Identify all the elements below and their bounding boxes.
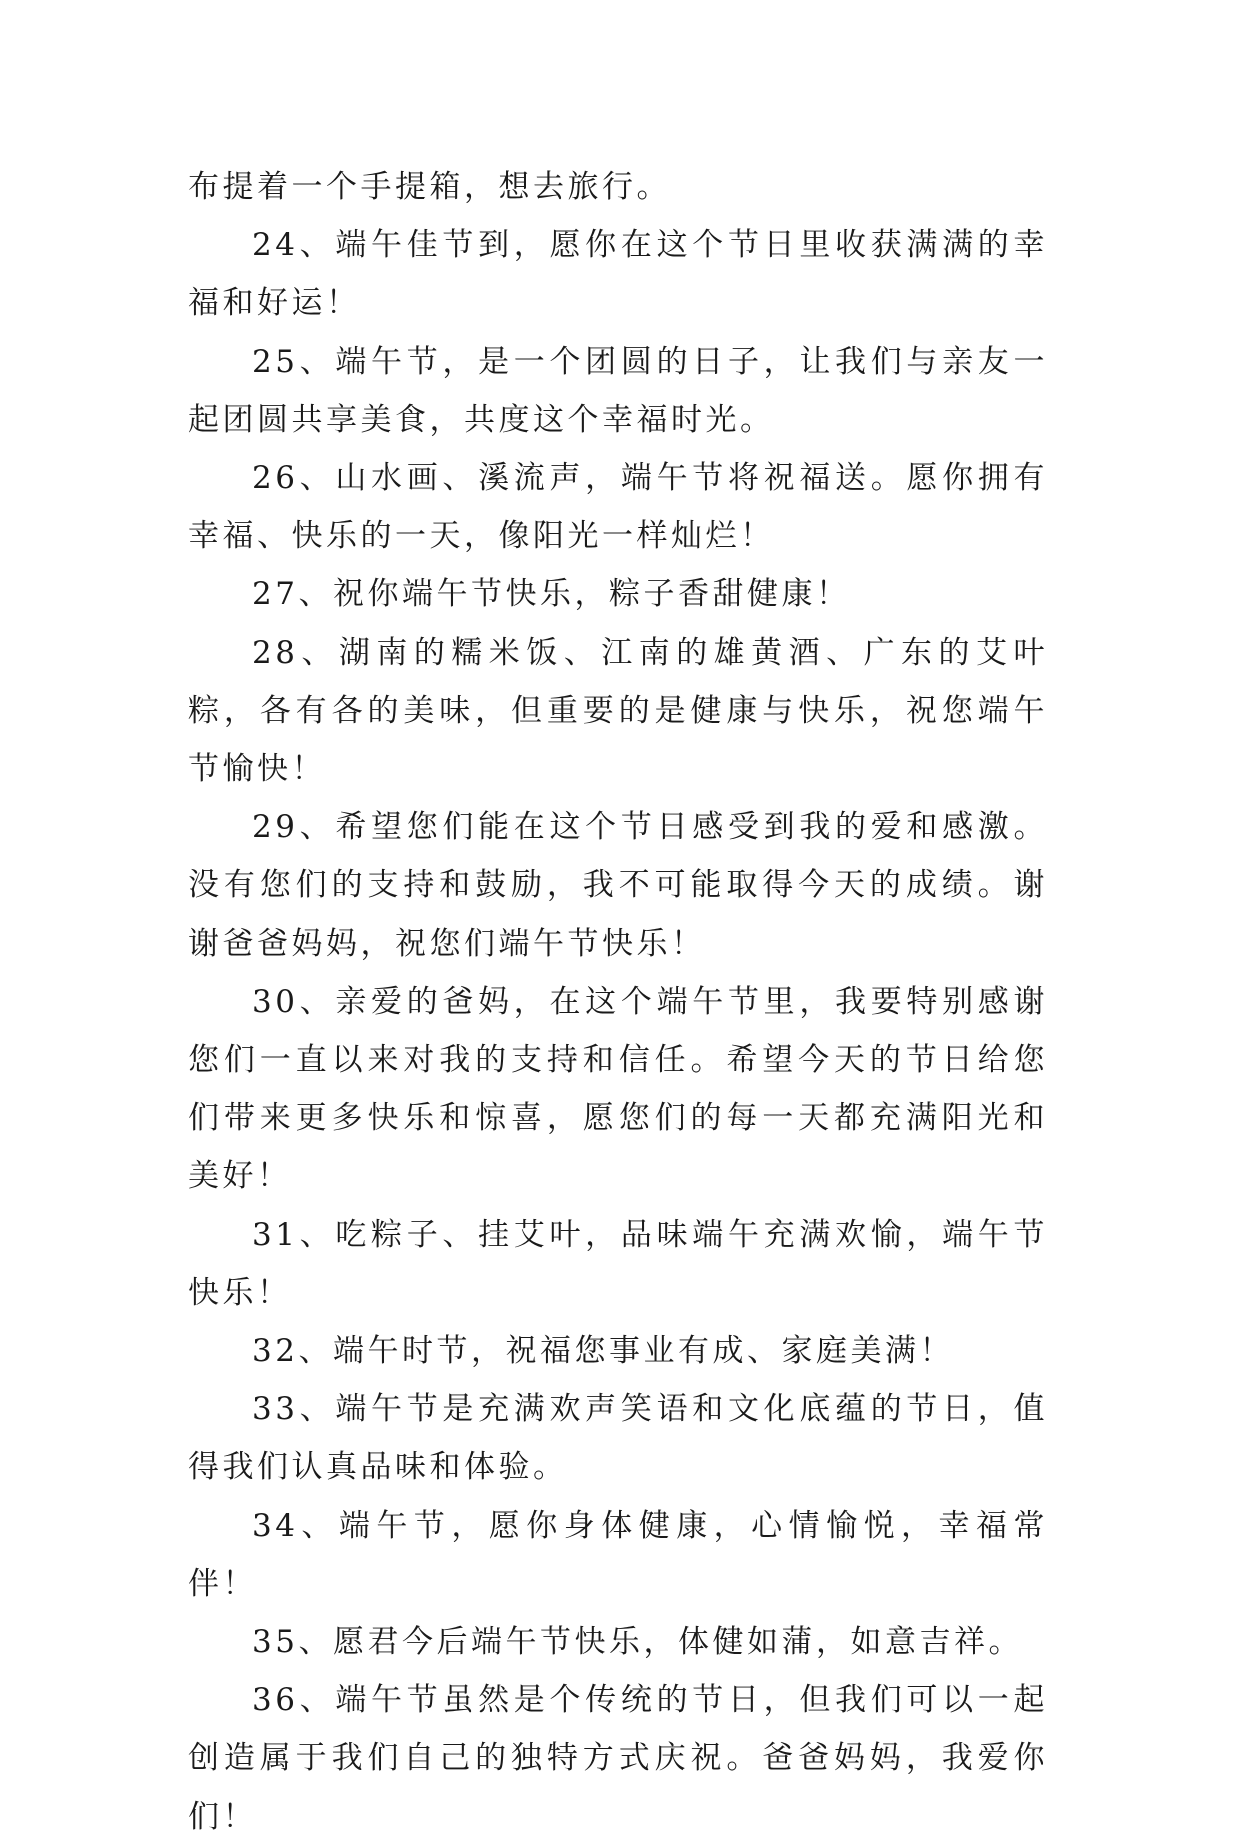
paragraph-36: 36、端午节虽然是个传统的节日，但我们可以一起创造属于我们自己的独特方式庆祝。爸爸妈妈，我爱你们！ bbox=[188, 1682, 1048, 1835]
paragraph-31: 31、吃粽子、挂艾叶，品味端午充满欢愉，端午节快乐！ bbox=[188, 1216, 1048, 1311]
paragraph-30: 30、亲爱的爸妈，在这个端午节里，我要特别感谢您们一直以来对我的支持和信任。希望今天的节日给您们带来更多快乐和惊喜，愿您们的每一天都充满阳光和美好！ bbox=[188, 983, 1048, 1195]
paragraph-35: 35、愿君今后端午节快乐，体健如蒲，如意吉祥。 bbox=[252, 1624, 1023, 1661]
paragraph-26: 26、山水画、溪流声，端午节将祝福送。愿你拥有幸福、快乐的一天，像阳光一样灿烂！ bbox=[188, 460, 1048, 555]
document-body bbox=[188, 158, 1048, 1846]
paragraph-continuation: 布提着一个手提箱，想去旅行。 bbox=[188, 169, 671, 205]
paragraph-25: 25、端午节，是一个团圆的日子，让我们与亲友一起团圆共享美食，共度这个幸福时光。 bbox=[188, 343, 1048, 438]
paragraph-29: 29、希望您们能在这个节日感受到我的爱和感激。没有您们的支持和鼓励，我不可能取得今天的成绩。谢谢爸爸妈妈，祝您们端午节快乐！ bbox=[188, 809, 1048, 962]
paragraph-34: 34、端午节，愿你身体健康，心情愉悦，幸福常伴！ bbox=[188, 1507, 1048, 1602]
paragraph-32: 32、端午时节，祝福您事业有成、家庭美满！ bbox=[252, 1333, 954, 1370]
paragraph-24: 24、端午佳节到，愿你在这个节日里收获满满的幸福和好运！ bbox=[188, 227, 1048, 322]
paragraph-27: 27、祝你端午节快乐，粽子香甜健康！ bbox=[252, 576, 851, 613]
paragraph-33: 33、端午节是充满欢声笑语和文化底蕴的节日，值得我们认真品味和体验。 bbox=[188, 1391, 1048, 1486]
paragraph-28: 28、湖南的糯米饭、江南的雄黄酒、广东的艾叶粽，各有各的美味，但重要的是健康与快乐，祝您端午节愉快！ bbox=[188, 634, 1048, 788]
